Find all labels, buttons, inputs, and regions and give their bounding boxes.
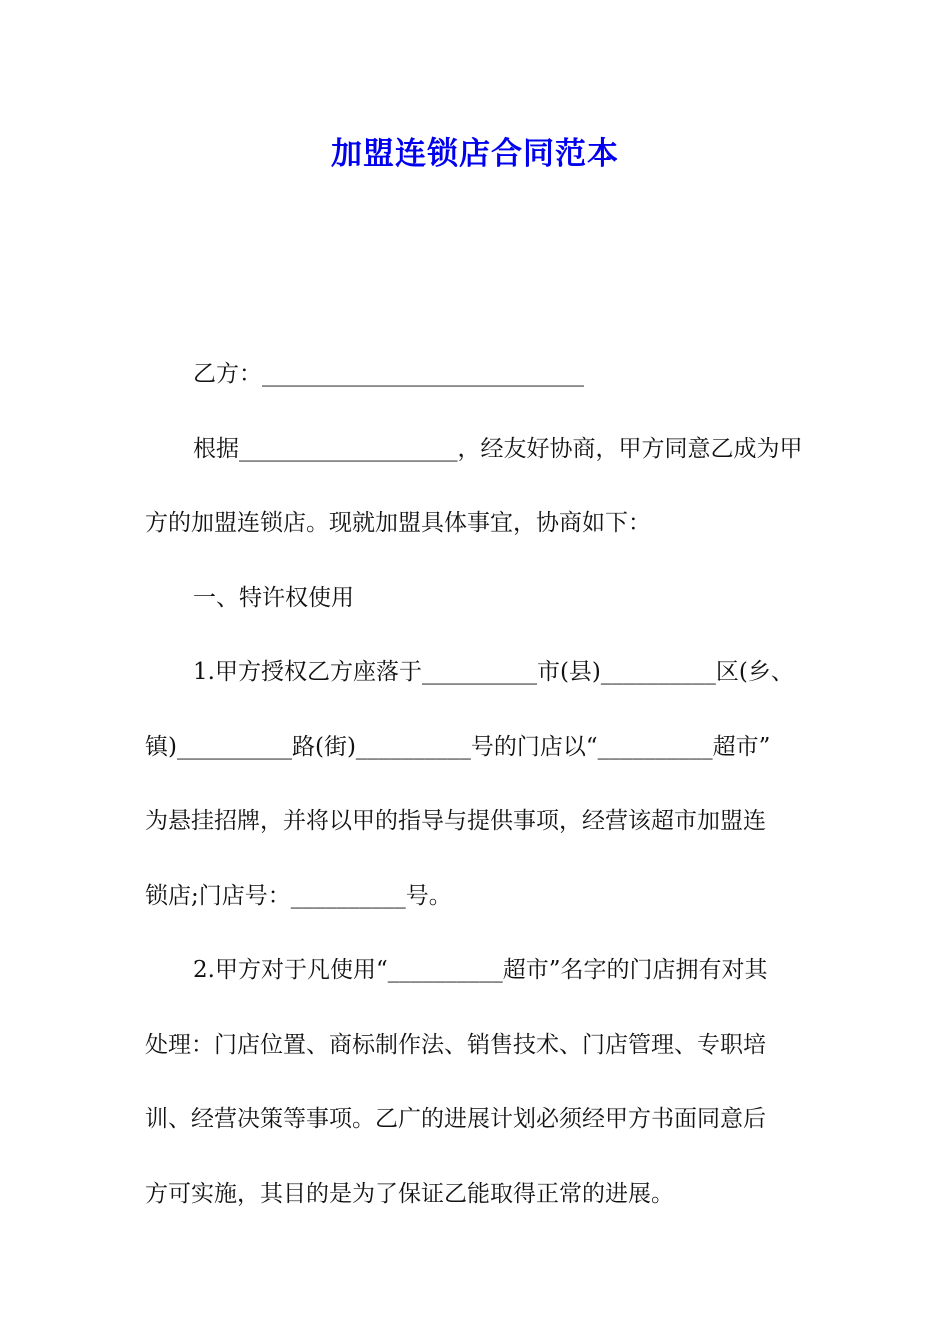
text-line: 镇)__________路(街)__________号的门店以“__________超市”: [145, 733, 771, 760]
document-body: [145, 337, 805, 1231]
text-line: 2.甲方对于凡使用“__________超市”名字的门店拥有对其: [193, 957, 768, 983]
text-line: 锁店;门店号：__________号。: [145, 882, 452, 909]
text-line: 方可实施，其目的是为了保证乙能取得正常的进展。: [145, 1180, 674, 1207]
clause-1: [145, 635, 805, 933]
preamble-paragraph: [145, 412, 805, 561]
clause-2: [145, 933, 805, 1231]
text-line: 根据___________________，经友好协商，甲方同意乙成为甲: [193, 435, 803, 462]
text-line: 方的加盟连锁店。现就加盟具体事宜，协商如下：: [145, 510, 651, 536]
text-line: 一、特许权使用: [193, 584, 354, 611]
text-line: 乙方：____________________________: [193, 361, 584, 387]
text-line: 训、经营决策等事项。乙广的进展计划必须经甲方书面同意后: [145, 1106, 766, 1132]
section-heading: [145, 561, 805, 636]
text-line: 1.甲方授权乙方座落于__________市(县)__________区(乡、: [193, 659, 794, 685]
text-line: 处理：门店位置、商标制作法、销售技术、门店管理、专职培: [145, 1031, 766, 1058]
text-line: 为悬挂招牌，并将以甲的指导与提供事项，经营该超市加盟连: [145, 808, 766, 834]
party-b-line: [145, 337, 805, 412]
document-title: 加盟连锁店合同范本: [331, 136, 619, 172]
